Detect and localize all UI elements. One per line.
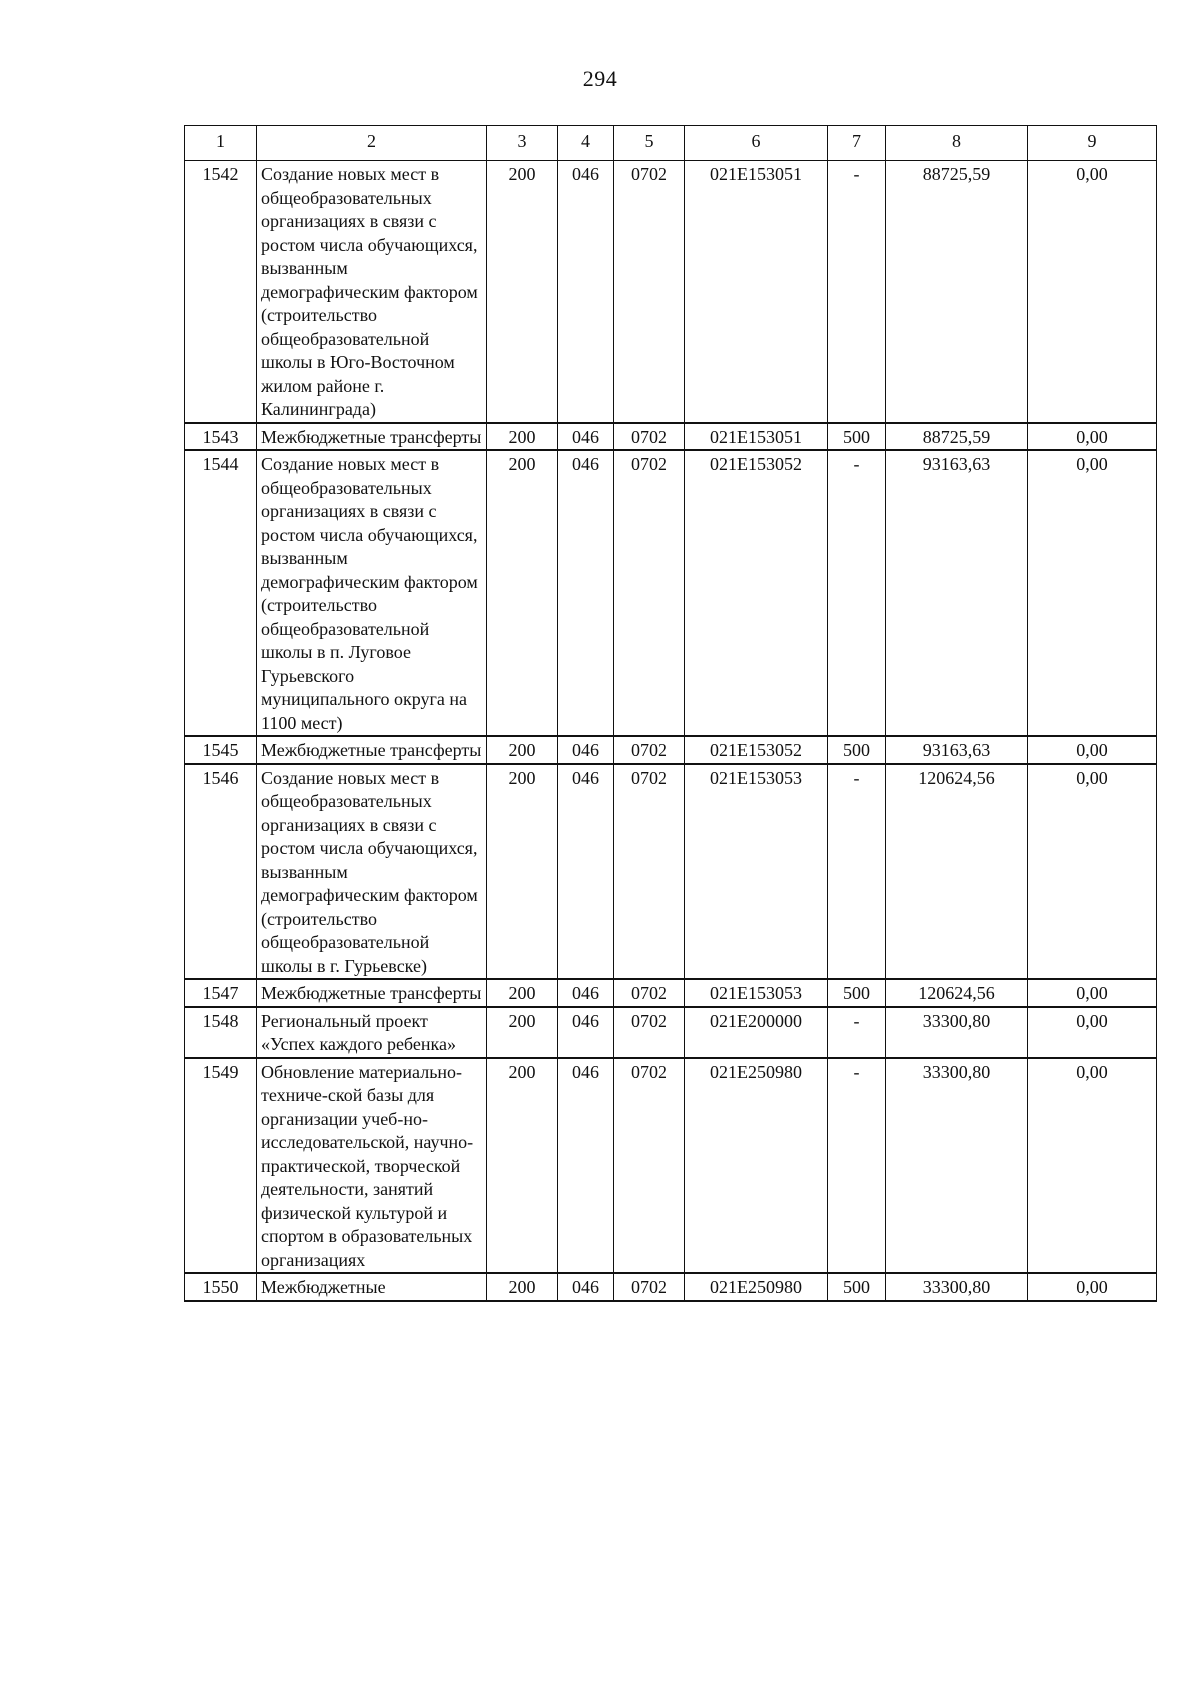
table-row [185,979,1157,1007]
cell-col7: 500 [828,1273,886,1301]
cell-col9: 0,00 [1028,764,1157,980]
cell-col7: - [828,1058,886,1274]
row-name: Межбюджетные трансферты [257,423,487,451]
row-number: 1547 [185,979,257,1007]
row-number: 1545 [185,736,257,764]
cell-col5: 0702 [614,764,685,980]
cell-col4: 046 [558,1007,614,1058]
row-number: 1550 [185,1273,257,1301]
cell-col4: 046 [558,1273,614,1301]
page-number: 294 [582,66,618,91]
cell-col8: 33300,80 [886,1058,1028,1274]
cell-col6: 021E153053 [685,764,828,980]
row-name: Обновление материально-техниче-ской базы для организации учеб-но-исследовательской, научно-практической, творческой деятельности, занятий физической культурой и спортом в образовательных организациях [257,1058,487,1274]
cell-col6: 021E200000 [685,1007,828,1058]
table-row [185,423,1157,451]
table-row [185,1273,1157,1301]
cell-col8: 33300,80 [886,1007,1028,1058]
cell-col5: 0702 [614,450,685,736]
cell-col8: 88725,59 [886,423,1028,451]
row-number: 1543 [185,423,257,451]
cell-col3: 200 [487,979,558,1007]
cell-col8: 93163,63 [886,736,1028,764]
cell-col3: 200 [487,423,558,451]
cell-col8: 33300,80 [886,1273,1028,1301]
cell-col9: 0,00 [1028,1273,1157,1301]
row-number: 1544 [185,450,257,736]
cell-col9: 0,00 [1028,161,1157,423]
cell-col9: 0,00 [1028,979,1157,1007]
row-name: Межбюджетные трансферты [257,736,487,764]
row-number: 1546 [185,764,257,980]
cell-col7: - [828,764,886,980]
cell-col3: 200 [487,1058,558,1274]
cell-col9: 0,00 [1028,450,1157,736]
column-header: 6 [685,126,828,161]
cell-col6: 021E153053 [685,979,828,1007]
cell-col3: 200 [487,736,558,764]
cell-col4: 046 [558,764,614,980]
cell-col9: 0,00 [1028,736,1157,764]
column-header: 9 [1028,126,1157,161]
cell-col7: 500 [828,736,886,764]
row-number: 1548 [185,1007,257,1058]
cell-col3: 200 [487,1273,558,1301]
cell-col5: 0702 [614,1273,685,1301]
row-name: Межбюджетные трансферты [257,979,487,1007]
column-header: 4 [558,126,614,161]
cell-col8: 120624,56 [886,979,1028,1007]
cell-col5: 0702 [614,1058,685,1274]
cell-col7: - [828,1007,886,1058]
table-row [185,161,1157,423]
column-header: 3 [487,126,558,161]
cell-col7: - [828,450,886,736]
table-row [185,1058,1157,1274]
cell-col9: 0,00 [1028,1007,1157,1058]
cell-col7: 500 [828,979,886,1007]
row-name: Создание новых мест в общеобразовательных организациях в связи с ростом числа обучающихся, вызванным демографическим фактором (строительство общеобразовательной школы в г. Гурьевске) [257,764,487,980]
cell-col6: 021E250980 [685,1273,828,1301]
cell-col6: 021E153052 [685,736,828,764]
column-header: 8 [886,126,1028,161]
cell-col4: 046 [558,450,614,736]
cell-col5: 0702 [614,423,685,451]
cell-col6: 021E153052 [685,450,828,736]
cell-col4: 046 [558,736,614,764]
cell-col7: 500 [828,423,886,451]
cell-col4: 046 [558,423,614,451]
cell-col6: 021E153051 [685,161,828,423]
row-name: Межбюджетные [257,1273,487,1301]
column-header: 7 [828,126,886,161]
column-header: 1 [185,126,257,161]
row-number: 1549 [185,1058,257,1274]
cell-col4: 046 [558,1058,614,1274]
cell-col4: 046 [558,161,614,423]
cell-col8: 88725,59 [886,161,1028,423]
cell-col3: 200 [487,450,558,736]
column-header: 2 [257,126,487,161]
row-name: Региональный проект «Успех каждого ребенка» [257,1007,487,1058]
cell-col8: 120624,56 [886,764,1028,980]
cell-col5: 0702 [614,161,685,423]
row-name: Создание новых мест в общеобразовательных организациях в связи с ростом числа обучающихся, вызванным демографическим фактором (строительство общеобразовательной школы в Юго-Восточном жилом районе г. Калининграда) [257,161,487,423]
cell-col8: 93163,63 [886,450,1028,736]
cell-col7: - [828,161,886,423]
column-header: 5 [614,126,685,161]
cell-col9: 0,00 [1028,423,1157,451]
cell-col9: 0,00 [1028,1058,1157,1274]
cell-col5: 0702 [614,979,685,1007]
table-row [185,1007,1157,1058]
budget-table [184,125,1157,1302]
table-row [185,450,1157,736]
cell-col4: 046 [558,979,614,1007]
cell-col6: 021E153051 [685,423,828,451]
table-row [185,764,1157,980]
cell-col3: 200 [487,764,558,980]
cell-col3: 200 [487,161,558,423]
row-number: 1542 [185,161,257,423]
cell-col3: 200 [487,1007,558,1058]
row-name: Создание новых мест в общеобразовательных организациях в связи с ростом числа обучающихся, вызванным демографическим фактором (строительство общеобразовательной школы в п. Луговое Гурьевского муниципального округа на 1100 мест) [257,450,487,736]
cell-col6: 021E250980 [685,1058,828,1274]
cell-col5: 0702 [614,1007,685,1058]
table-header-row [185,126,1157,161]
cell-col5: 0702 [614,736,685,764]
table-row [185,736,1157,764]
